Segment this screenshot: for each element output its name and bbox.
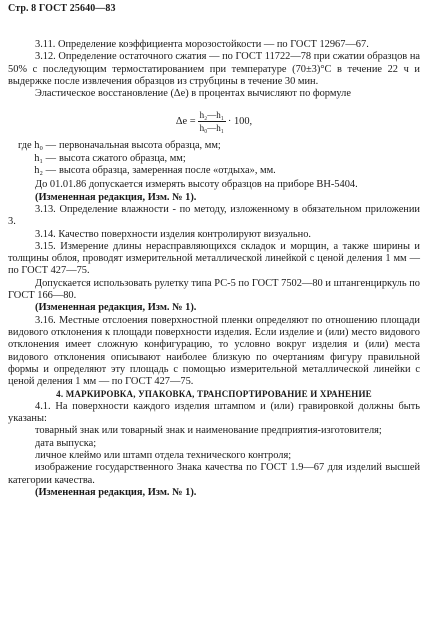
formula-fraction [198, 110, 226, 133]
formula-rhs: · 100, [227, 115, 253, 127]
definition-h0 [8, 140, 420, 152]
document-body [8, 39, 420, 499]
paragraph-3-15-note: Допускается использовать рулетку типа РС-5 по ГОСТ 7502—80 и штангенциркуль по ГОСТ 166—80. [8, 277, 420, 302]
formula [8, 110, 420, 133]
definition-h2 [8, 165, 420, 177]
revision-note: (Измененная редакция, Изм. № 1). [35, 191, 197, 203]
list-item: личное клеймо или штамп отдела технического контроля; [35, 449, 292, 461]
paragraph-3-15: 3.15. Измерение длины нерасправляющихся складок и морщин, а также ширины и толщины облоя, проводят измерительной металлической линейкой с ценой деления 1 мм — по ГОСТ 427—75. [8, 240, 420, 277]
paragraph-3-14: 3.14. Качество поверхности изделия контролируют визуально. [35, 228, 312, 240]
paragraph-3-12: 3.12. Определение остаточного сжатия — по ГОСТ 11722—78 при сжатии образцов на 50% с последующим термостатированием при температуре (70±3)°С в течение 22 ч и выдержке после извлечения образцов из струбцины в течение 30 мин. [8, 51, 420, 87]
page-header: Стр. 8 ГОСТ 25640—83 [8, 3, 116, 14]
formula-numerator: h₂—h₁ [199, 110, 224, 121]
paragraph-3-11: 3.11. Определение коэффициента морозостойкости — по ГОСТ 12967—67. [35, 39, 369, 50]
paragraph-3-12-formula-intro: Эластическое восстановление (Δе) в процентах вычисляют по формуле [35, 88, 351, 100]
paragraph-3-16: 3.16. Местные отслоения поверхностной пленки определяют по отношению площади видового отклонения к площади поверхности изделия. Если изделие и (или) место видового отклонения имеет сложную конфигурацию, то условно вокруг изделия и (или) места видового отклонения описывают наиболее близкую по очертаниям фигуру правильной формы и определяют эту площадь с помощью измерительной металлической линейки с ценой деления 1 мм — по ГОСТ 427—75. [8, 314, 420, 388]
section-heading: 4. МАРКИРОВКА, УПАКОВКА, ТРАНСПОРТИРОВАНИЕ И ХРАНЕНИЕ [56, 389, 372, 400]
formula-denominator: h₀—h₁ [199, 123, 224, 134]
paragraph-3-12-note: До 01.01.86 допускается измерять высоту образцов на приборе ВН-5404. [35, 179, 358, 191]
list-item: дата выпуска; [35, 437, 97, 449]
definition-h1 [8, 153, 420, 165]
formula-lhs: Δе = [175, 115, 196, 127]
definition-symbol: где h₀ — [17, 140, 56, 152]
definition-symbol: h₂ — [34, 165, 56, 177]
definition-text: высота образца, замеренная после «отдыха», мм. [59, 165, 276, 177]
paragraph-4-1: 4.1. На поверхности каждого изделия штампом и (или) гравировкой должны быть указаны: [8, 400, 420, 425]
revision-note: (Измененная редакция, Изм. № 1). [35, 302, 197, 314]
formula-definitions [8, 140, 420, 177]
list-item: товарный знак или товарный знак и наименование предприятия-изготовителя; [35, 425, 382, 437]
revision-note: (Измененная редакция, Изм. № 1). [35, 486, 197, 498]
definition-text: первоначальная высота образца, мм; [59, 140, 221, 152]
definition-text: высота сжатого образца, мм; [59, 152, 186, 164]
list-item: изображение государственного Знака качества по ГОСТ 1.9—67 для изделий высшей категории качества. [8, 462, 420, 486]
paragraph-3-13: 3.13. Определение влажности - по методу, изложенному в обязательном приложении 3. [8, 203, 420, 228]
definition-symbol: h₁ — [34, 152, 56, 164]
